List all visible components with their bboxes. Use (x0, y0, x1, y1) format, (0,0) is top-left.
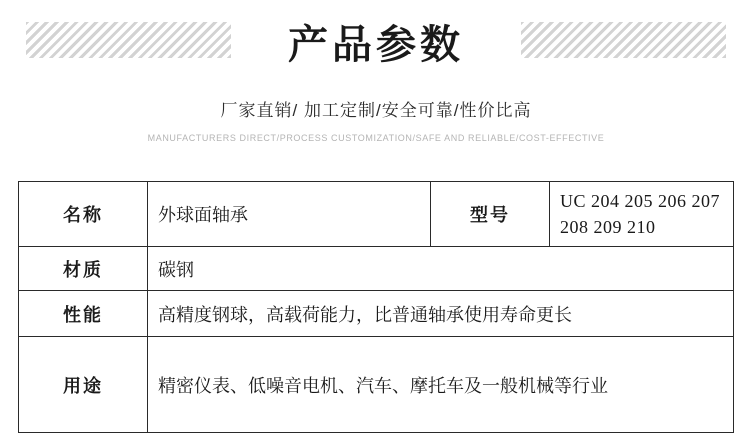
spec-table-container (18, 181, 734, 433)
model-line: UC 204 205 206 207 (560, 191, 721, 211)
row-label-model: 型号 (431, 182, 550, 247)
subtitle-english: MANUFACTURERS DIRECT/PROCESS CUSTOMIZATION/SAFE AND RELIABLE/COST-EFFECTIVE (147, 133, 605, 143)
spec-table (18, 181, 734, 433)
table-row (19, 291, 734, 337)
row-value-performance: 高精度钢球，高载荷能力，比普通轴承使用寿命更长 (148, 291, 734, 337)
table-row (19, 182, 734, 247)
row-label-performance: 性能 (19, 291, 148, 337)
decorative-hatch-right (521, 22, 726, 58)
row-label-material: 材质 (19, 247, 148, 291)
page-title: 产品参数 (270, 13, 482, 70)
subtitle-chinese: 厂家直销/ 加工定制/安全可靠/性价比高 (220, 101, 532, 120)
subtitle-block (0, 96, 752, 143)
row-label-name: 名称 (19, 182, 148, 247)
model-line: 208 209 210 (560, 217, 656, 238)
decorative-hatch-left (26, 22, 231, 58)
row-value-name: 外球面轴承 (148, 182, 431, 247)
table-row (19, 247, 734, 291)
row-value-material: 碳钢 (148, 247, 734, 291)
row-value-model (550, 182, 734, 247)
page-header (0, 0, 752, 82)
table-row (19, 337, 734, 433)
row-value-usage: 精密仪表、低噪音电机、汽车、摩托车及一般机械等行业 (148, 337, 734, 433)
row-label-usage: 用途 (19, 337, 148, 433)
